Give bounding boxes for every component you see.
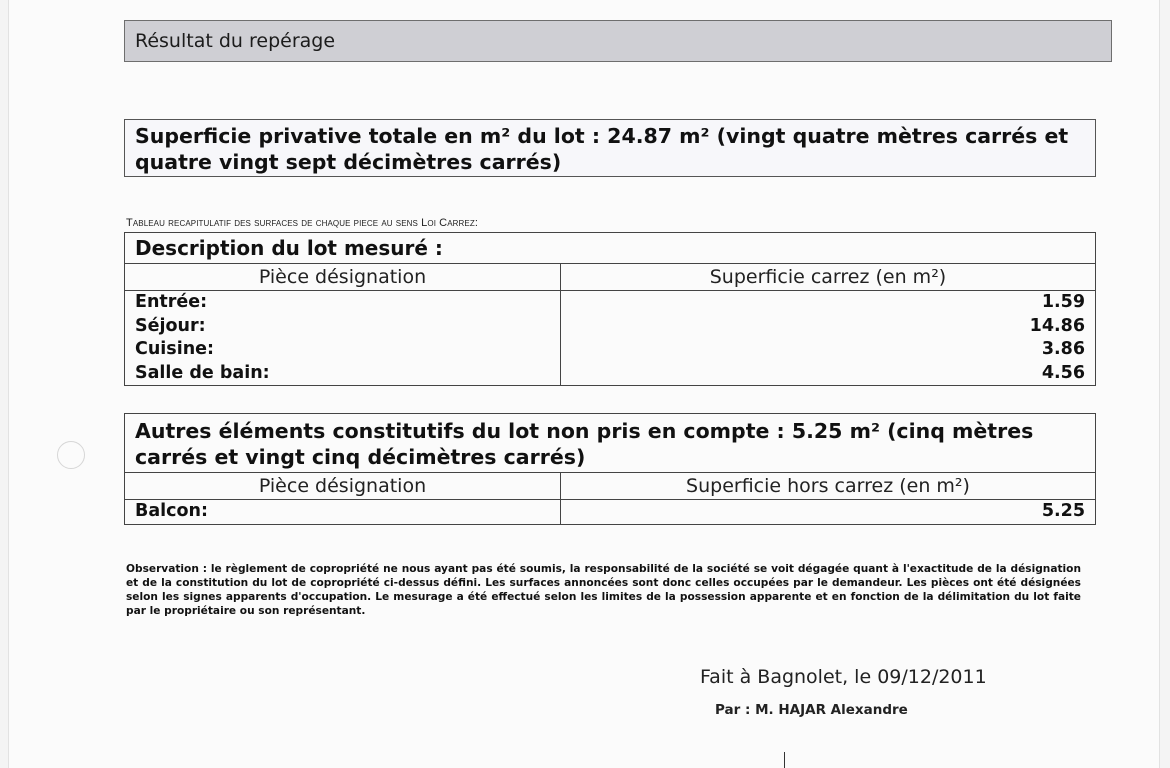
other-col-surface bbox=[561, 473, 1095, 524]
table-row-piece: Séjour: bbox=[135, 315, 206, 336]
total-surface-text: Superficie privative totale en m² du lot : 24.87 m² (vingt quatre mètres carrés et quatre vingt sept décimètres carrés) bbox=[135, 124, 1069, 174]
table-caption-text: Tableau recapitulatif des surfaces de chaque piece au sens Loi Carrez: bbox=[126, 217, 478, 229]
section-title: Résultat du repérage bbox=[135, 30, 336, 52]
section-title-bar bbox=[124, 20, 1112, 62]
carrez-header-piece: Pièce désignation bbox=[125, 264, 560, 291]
table-row-piece: Salle de bain: bbox=[135, 362, 270, 383]
other-elements-table bbox=[124, 413, 1096, 525]
carrez-table-title: Description du lot mesuré : bbox=[125, 233, 1095, 264]
document-page bbox=[8, 0, 1160, 768]
observation-paragraph: Observation : le règlement de copropriété ne nous ayant pas été soumis, la responsabilité de la société se voit dégagée quant à l'exactitude de la désignation et de la constitution du lot de copropriété ci-dessus défini. Les surfaces annoncées sont donc celles occupées par le demandeur. Les pièces ont été désignées selon les signes apparents d'occupation. Le mesurage a été effectué selon les limites de la possession apparente et en fonction de la délimitation du lot faite par le propriétaire ou son représentant. bbox=[126, 563, 1081, 617]
table-row-value: 14.86 bbox=[1029, 315, 1085, 336]
signature-place-date: Fait à Bagnolet, le 09/12/2011 bbox=[700, 666, 987, 688]
signature-author: Par : M. HAJAR Alexandre bbox=[715, 702, 908, 718]
table-row-value: 3.86 bbox=[1041, 339, 1085, 359]
table-row-value: 4.56 bbox=[1041, 362, 1085, 383]
carrez-col-surface bbox=[561, 264, 1095, 385]
signature-line bbox=[784, 752, 785, 768]
total-surface-box bbox=[124, 119, 1096, 177]
other-header-surface: Superficie hors carrez (en m²) bbox=[561, 473, 1095, 500]
other-elements-title: Autres éléments constitutifs du lot non pris en compte : 5.25 m² (cinq mètres carrés et vingt cinq décimètres carrés) bbox=[125, 414, 1095, 473]
carrez-table bbox=[124, 232, 1096, 386]
other-col-piece bbox=[125, 473, 561, 524]
table-row-piece: Cuisine: bbox=[135, 339, 215, 359]
binder-hole-icon bbox=[57, 441, 85, 469]
table-row-value: 1.59 bbox=[1041, 292, 1085, 312]
other-header-piece: Pièce désignation bbox=[125, 473, 560, 500]
other-elements-grid bbox=[125, 473, 1095, 524]
table-caption bbox=[126, 217, 478, 229]
table-row-value: 5.25 bbox=[1041, 501, 1085, 521]
carrez-header-surface: Superficie carrez (en m²) bbox=[561, 264, 1095, 291]
table-row-piece: Entrée: bbox=[135, 292, 208, 312]
carrez-table-grid bbox=[125, 264, 1095, 385]
carrez-col-piece bbox=[125, 264, 561, 385]
table-row-piece: Balcon: bbox=[135, 501, 208, 521]
